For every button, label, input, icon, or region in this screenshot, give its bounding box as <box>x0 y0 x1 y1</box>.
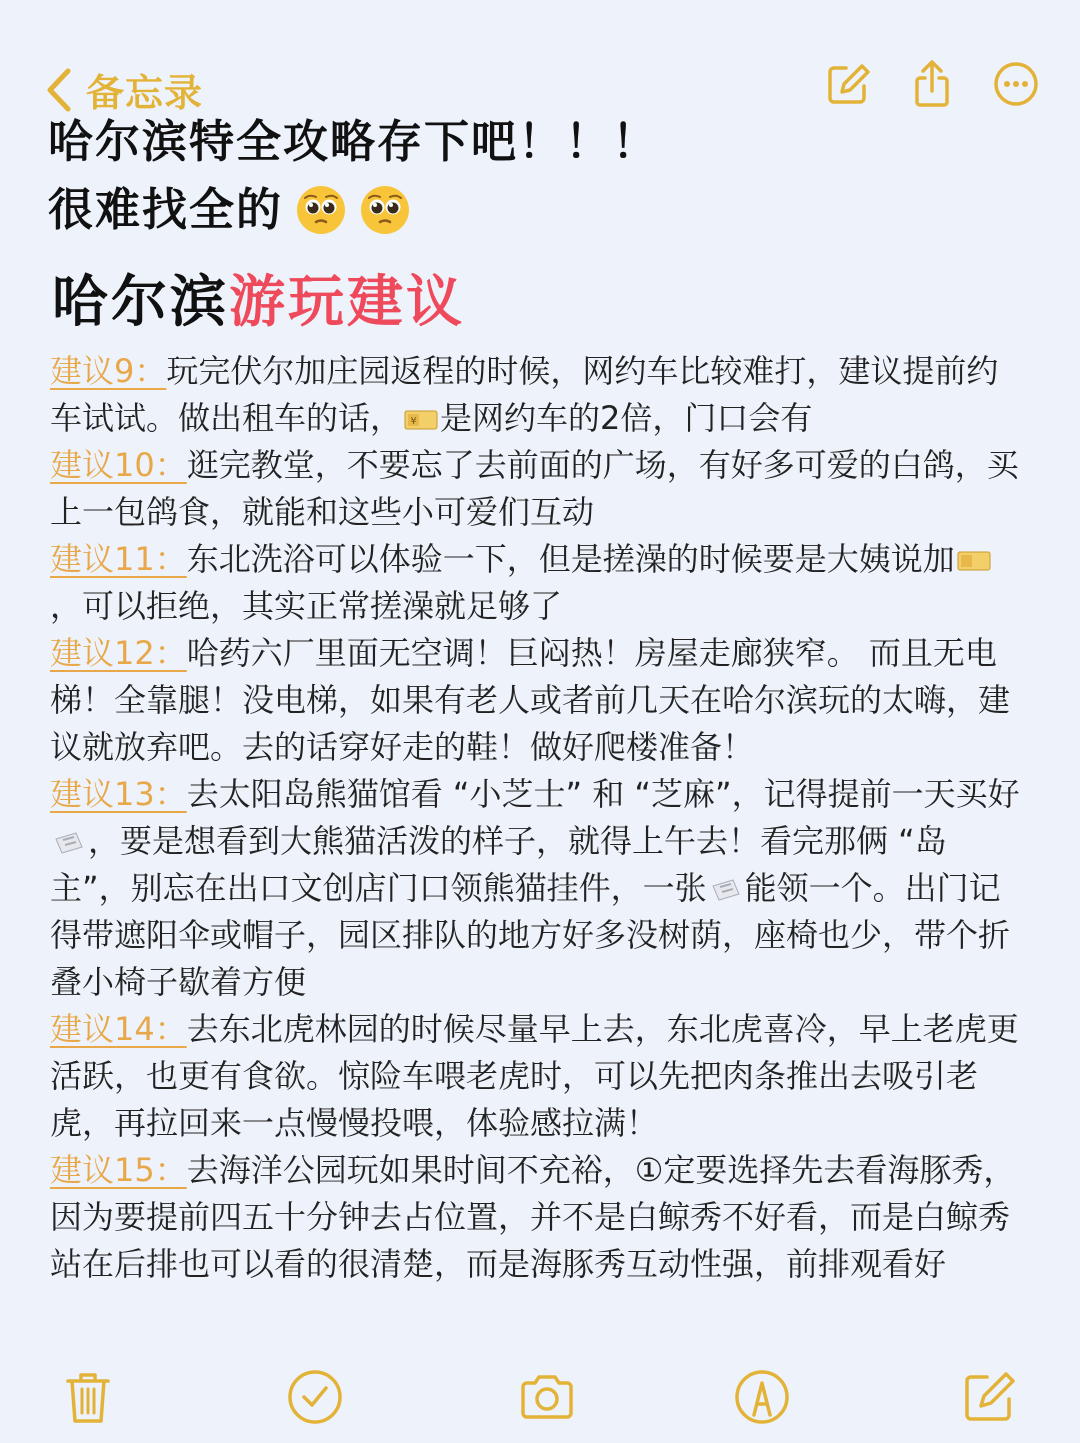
compose-button[interactable] <box>824 56 872 112</box>
title-line-2-text: 很难找全的 <box>48 183 284 236</box>
title-line-1: 哈尔滨特全攻略存下吧！！！ <box>48 115 660 168</box>
back-label: 备忘录 <box>86 71 204 115</box>
checklist-icon <box>285 1367 345 1427</box>
delete-button[interactable] <box>56 1361 120 1433</box>
tip-label: 建议11： <box>50 540 187 578</box>
tip-label: 建议14： <box>50 1010 187 1048</box>
heading-part-1: 哈尔滨 <box>52 270 229 335</box>
share-button[interactable] <box>908 56 956 112</box>
ticket-icon <box>709 878 743 902</box>
tip-text: 是网约车的2倍，门口会有 <box>440 399 813 437</box>
pleading-face-emoji-icon <box>295 184 347 236</box>
tip-text: ，要是想看到大熊猫活泼的样子，就得上午去！看完那俩 “岛主”，别忘在出口文创店门口领熊猫挂件，一张 <box>50 822 947 907</box>
share-icon <box>908 60 956 108</box>
tip-text: 玩完伏尔加庄园返程的时候，网约车比较难打，建议提前约车试试。做出租车的话， <box>50 352 999 437</box>
svg-text:¥: ¥ <box>410 416 417 427</box>
markup-icon <box>732 1367 792 1427</box>
tip-item <box>50 1147 1020 1288</box>
tip-text: 去海洋公园玩如果时间不充裕，①定要选择先去看海豚秀，因为要提前四五十分钟去占位置，并不是白鲸秀不好看，而是白鲸秀站在后排也可以看的很清楚，而是海豚秀互动性强，前排观看好 <box>50 1151 1016 1283</box>
tip-label: 建议15： <box>50 1151 187 1189</box>
chevron-left-icon <box>44 67 74 113</box>
tip-item <box>50 442 1020 536</box>
tip-item <box>50 771 1020 1006</box>
money-icon <box>404 408 438 432</box>
tip-text: 哈药六厂里面无空调！巨闷热！房屋走廊狭窄。 而且无电梯！全靠腿！没电梯，如果有老人或者前几天在哈尔滨玩的太嗨，建议就放弃吧。去的话穿好走的鞋！做好爬楼准备！ <box>50 634 1011 766</box>
title-line-2 <box>48 176 1028 244</box>
tip-item <box>50 1006 1020 1147</box>
nav-bar <box>44 56 1040 116</box>
money-icon <box>957 549 991 573</box>
note-title[interactable] <box>48 108 1028 244</box>
tip-label: 建议9： <box>50 352 167 390</box>
markup-button[interactable] <box>730 1361 794 1433</box>
trash-icon <box>58 1367 118 1427</box>
more-button[interactable] <box>992 56 1040 112</box>
new-note-icon <box>959 1367 1019 1427</box>
section-heading <box>52 258 465 338</box>
camera-icon <box>517 1367 577 1427</box>
note-body[interactable] <box>50 348 1020 1288</box>
new-note-button[interactable] <box>957 1361 1021 1433</box>
tip-text: 东北洗浴可以体验一下，但是搓澡的时候要是大姨说加 <box>186 540 955 578</box>
nav-actions <box>824 56 1040 112</box>
tip-text: 去太阳岛熊猫馆看 “小芝士” 和 “芝麻”，记得提前一天买好 <box>186 775 1020 813</box>
pleading-face-emoji-icon <box>359 184 411 236</box>
ticket-icon <box>52 831 86 855</box>
tip-label: 建议10： <box>50 446 187 484</box>
more-icon <box>992 60 1040 108</box>
tip-item <box>50 630 1020 771</box>
compose-icon <box>824 60 872 108</box>
heading-part-2: 游玩建议 <box>229 270 465 335</box>
checklist-button[interactable] <box>283 1361 347 1433</box>
tip-text: 能领一个。出门记得带遮阳伞或帽子，园区排队的地方好多没树荫，座椅也少，带个折叠小椅子歇着方便 <box>50 869 1011 1001</box>
tip-label: 建议12： <box>50 634 187 672</box>
camera-button[interactable] <box>515 1361 579 1433</box>
tip-text: ，可以拒绝，其实正常搓澡就足够了 <box>50 587 563 625</box>
tip-item <box>50 348 1020 442</box>
tip-text: 逛完教堂，不要忘了去前面的广场，有好多可爱的白鸽，买上一包鸽食，就能和这些小可爱们互动 <box>50 446 1019 531</box>
tip-item <box>50 536 1020 630</box>
bottom-toolbar <box>0 1355 1080 1443</box>
tip-text: 去东北虎林园的时候尽量早上去，东北虎喜冷，早上老虎更活跃，也更有食欲。惊险车喂老虎时，可以先把肉条推出去吸引老虎，再拉回来一点慢慢投喂，体验感拉满！ <box>50 1010 1019 1142</box>
tip-label: 建议13： <box>50 775 187 813</box>
